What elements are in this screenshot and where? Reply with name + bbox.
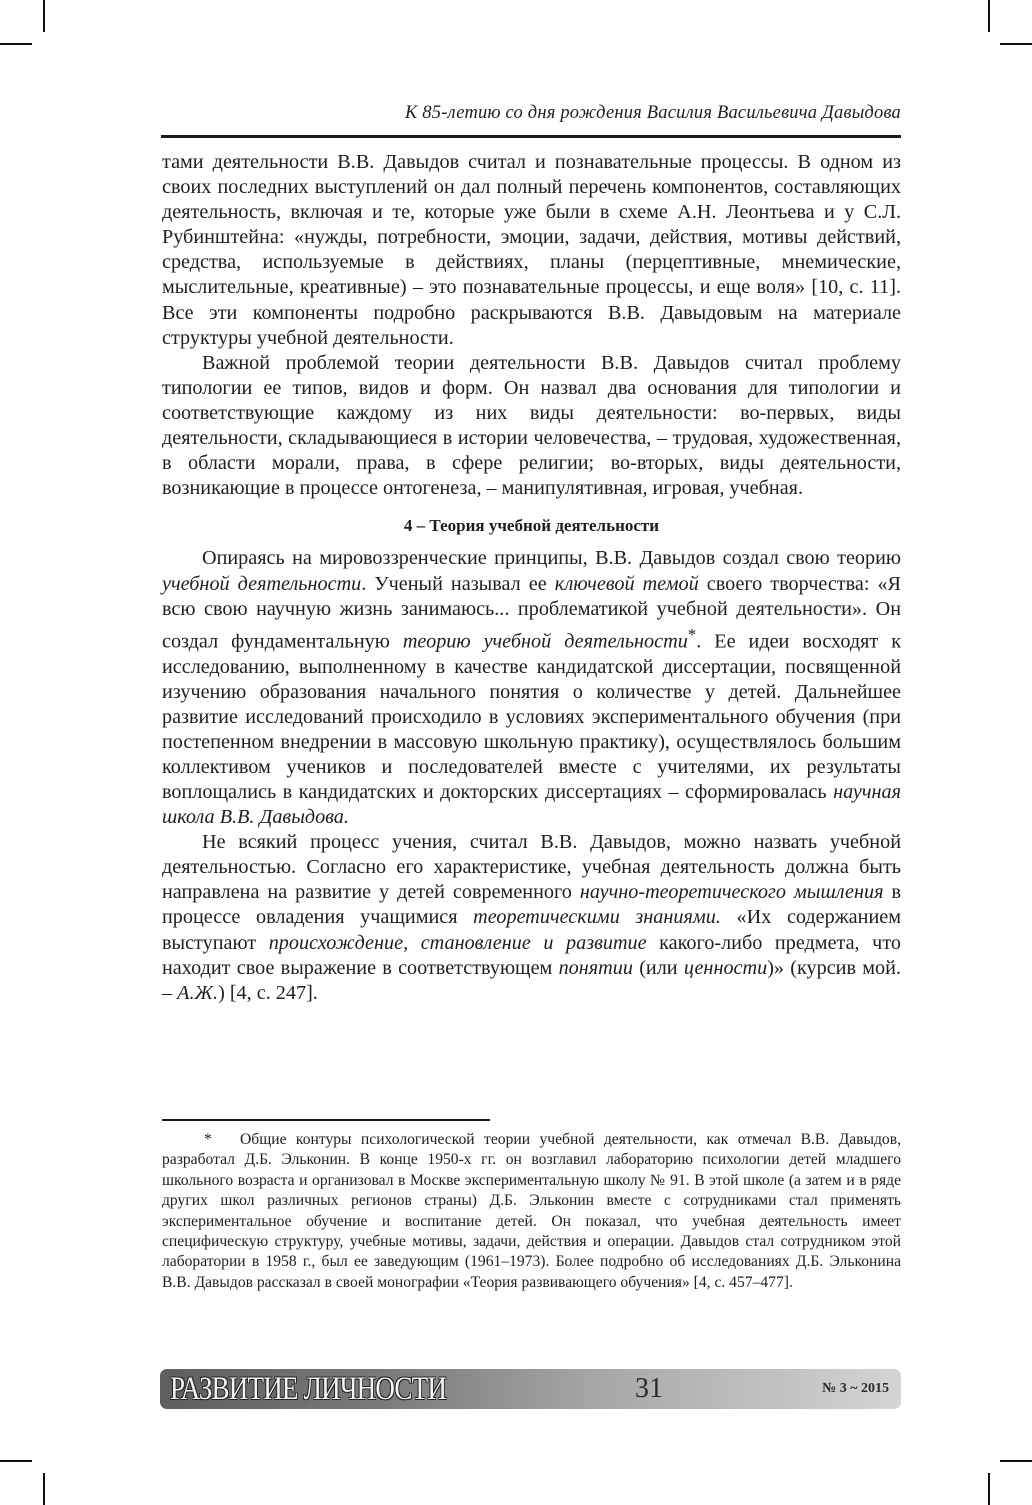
text-run: теоретическими знаниями.: [473, 906, 721, 929]
crop-mark: [988, 1473, 990, 1505]
text-run: теорию учебной деятельности: [402, 630, 688, 653]
text-run: в процессе овладения учащимися: [162, 881, 901, 929]
footnote-rule: [162, 1119, 490, 1121]
text-run: А.Ж.: [177, 981, 219, 1004]
crop-mark: [0, 1460, 32, 1462]
text-run: какого-либо предмета, что находит свое выражение в соответствующем: [162, 931, 901, 979]
running-header: К 85-летию со дня рождения Василия Васильевича Давыдова: [404, 103, 901, 123]
text-run: ) [4, с. 247].: [218, 981, 318, 1004]
crop-mark: [1000, 43, 1032, 45]
text-run: научно-теоретического мышления: [579, 881, 884, 904]
crop-mark: [43, 0, 45, 32]
text-run: «Их содержанием выступают: [162, 906, 901, 954]
issue-number: № 3 ~ 2015: [822, 1381, 889, 1396]
pre-section-paragraphs: [162, 150, 901, 501]
text-run: научная школа В.В. Давыдова.: [162, 780, 901, 829]
text-run: . Ученый называл ее: [361, 572, 555, 595]
page-number: 31: [635, 1373, 663, 1404]
text-run: Не всякий процесс учения, считал В.В. Давыдов, можно назвать учебной деятельностью. Согласно его характеристике, учебная деятельность должна быть направлена на развитие у детей современного: [162, 831, 901, 904]
paragraph: [162, 546, 901, 830]
text-run: понятии: [558, 956, 633, 979]
text-run: своего творчества: «Я всю свою научную жизнь занимаюсь... проблематикой учебной деятельности». Он создал фундаментальную: [162, 572, 902, 653]
text-run: Опираясь на мировоззренческие принципы, В.В. Давыдов создал свою теорию: [202, 547, 901, 570]
text-run: )» (курсив мой. –: [162, 956, 901, 1004]
text-run: . Ее идеи восходят к исследованию, выполненному в качестве кандидатской диссертации, посвященной изучению образования начального понятия о количестве у детей. Дальнейшее развитие исследований происходило в условиях экспериментального обучения (при постепенном внедрении в массовую школьную практику), осуществлялось большим коллективом учеников и последователей вместе с учителями, их результаты воплощались в кандидатских и докторских диссертациях – сформировалась: [162, 630, 902, 803]
paragraph: [162, 351, 901, 502]
crop-mark: [0, 43, 32, 45]
section-title: 4 – Теория учебной деятельности: [403, 516, 660, 536]
footnote: [162, 1130, 901, 1293]
main-text: [162, 150, 901, 1006]
footnote-ref: *: [687, 624, 697, 644]
text-run: тами деятельности В.В. Давыдов считал и познавательные процессы. В одном из своих последних выступлений он дал полный перечень компонентов, составляющих деятельность, включая и те, которые уже были в схеме А.Н. Леонтьева и у С.Л. Рубинштейна: «нужды, потребности, эмоции, задачи, действия, мотивы действий, средства, используемые в действиях, планы (перцептивные, мнемические, мыслительные, креативные) – это познавательные процессы, и еще воля» [10, с. 11]. Все эти компоненты подробно раскрываются В.В. Давыдовым на материале структуры учебной деятельности.: [162, 151, 901, 349]
paragraph: [162, 830, 901, 1006]
header-rule: [161, 135, 901, 138]
paragraph: [162, 150, 901, 351]
crop-mark: [43, 1473, 45, 1505]
journal-name: РАЗВИТИЕ ЛИЧНОСТИ: [170, 1371, 447, 1407]
text-run: учебной деятельности: [162, 572, 362, 595]
footer-bar: [160, 1369, 901, 1409]
text-run: Важной проблемой теории деятельности В.В. Давыдов считал проблему типологии ее типов, видов и форм. Он назвал два основания для типологии и соответствующие каждому из них виды деятельности: во-первых, виды деятельности, складывающиеся в истории человечества, – трудовая, художественная, в области морали, права, в сфере религии; во-вторых, виды деятельности, возникающие в процессе онтогенеза, – манипулятивная, игровая, учебная.: [162, 351, 901, 500]
text-run: происхождение, становление и развитие: [268, 931, 647, 954]
crop-mark: [1000, 1460, 1032, 1462]
footnote-marker: *: [204, 1131, 212, 1148]
crop-mark: [988, 0, 990, 32]
text-run: ключевой темой: [554, 572, 699, 595]
text-run: ценности: [683, 956, 768, 979]
text-run: (или: [632, 956, 684, 979]
footnote-text: Общие контуры психологической теории учебной деятельности, как отмечал В.В. Давыдов, разработал Д.Б. Эльконин. В конце 1950-х гг. он возглавил лабораторию психологии детей младшего школьного возраста и организовал в Москве экспериментальную школу № 91. В этой школе (а затем и в ряде других школ различных регионов страны) Д.Б. Эльконин вместе с сотрудниками стал применять экспериментальное обучение и воспитание детей. Он показал, что учебная деятельность имеет специфическую структуру, учебные мотивы, задачи, действия и операции. Давыдов стал сотрудником этой лаборатории в 1958 г., был ее заведующим (1961–1973). Более подробно об исследованиях Д.Б. Эльконина В.В. Давыдов рассказал в своей монографии «Теория развивающего обучения» [4, с. 457–477].: [162, 1131, 901, 1291]
section-paragraphs: [162, 546, 901, 1005]
